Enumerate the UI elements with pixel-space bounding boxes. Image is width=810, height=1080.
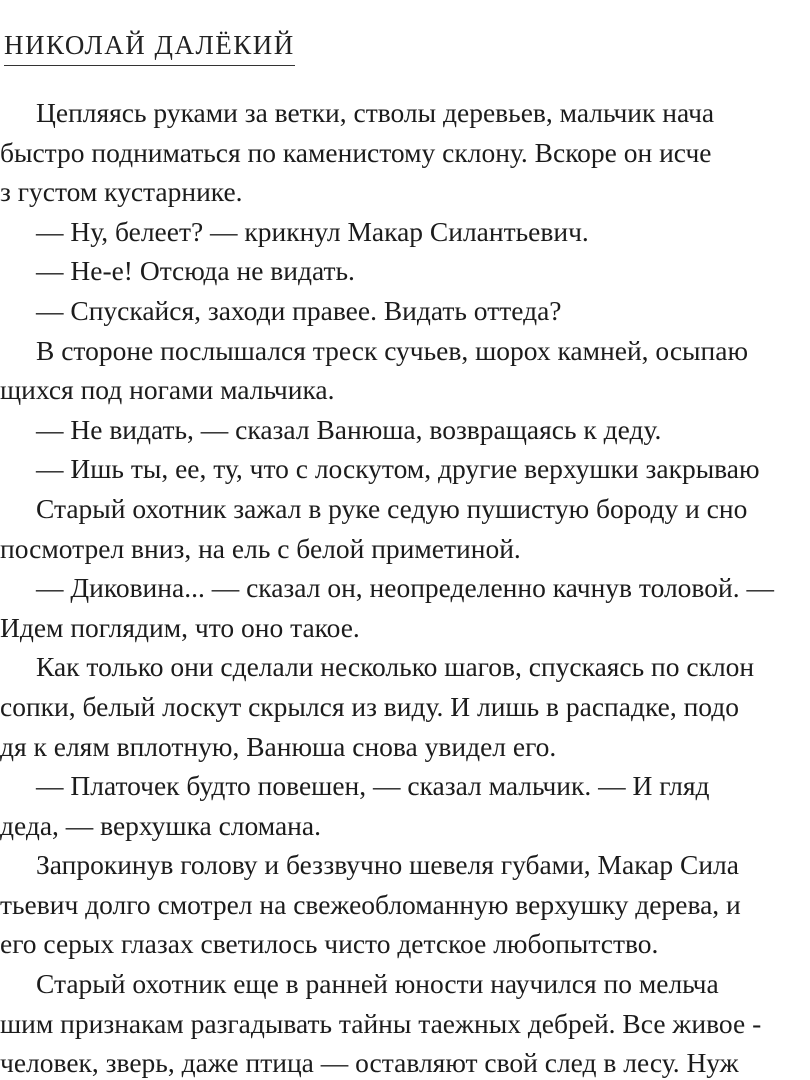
text-line: Запрокинув голову и беззвучно шевеля губами, Макар Сила	[36, 849, 739, 881]
text-line: Старый охотник зажал в руке седую пушистую бороду и сно	[36, 492, 748, 524]
text-line: Старый охотник еще в ранней юности научился по мельча	[36, 968, 719, 1000]
text-line: посмотрел вниз, на ель с белой приметиной.	[0, 532, 521, 564]
text-line: — Не-е! Отсюда не видать.	[36, 255, 355, 287]
text-line: его серых глазах светилось чисто детское любопытство.	[0, 928, 659, 960]
text-line: — Платочек будто повешен, — сказал мальчик. — И гляд	[36, 770, 710, 802]
text-line: з густом кустарнике.	[0, 176, 243, 208]
text-line: дя к елям вплотную, Ванюша снова увидел его.	[0, 730, 557, 762]
text-line: Идем поглядим, что оно такое.	[0, 611, 360, 643]
text-line: человек, зверь, даже птица — оставляют свой след в лесу. Нуж	[0, 1047, 739, 1079]
running-header-author: НИКОЛАЙ ДАЛЁКИЙ	[4, 30, 295, 66]
text-line: сопки, белый лоскут скрылся из виду. И лишь в распадке, подо	[0, 690, 739, 722]
text-line: — Не видать, — сказал Ванюша, возвращаясь к деду.	[36, 413, 662, 445]
text-line: — Спускайся, заходи правее. Видать оттеда?	[36, 294, 562, 326]
text-line: Как только они сделали несколько шагов, спускаясь по склон	[36, 651, 755, 683]
text-line: — Ишь ты, ее, ту, что с лоскутом, другие верхушки закрываю	[36, 453, 760, 485]
text-line: деда, — верхушка сломана.	[0, 809, 321, 841]
text-line: В стороне послышался треск сучьев, шорох камней, осыпаю	[36, 334, 748, 366]
text-line: — Ну, белеет? — крикнул Макар Силантьевич.	[36, 215, 589, 247]
text-line: щихся под ногами мальчика.	[0, 374, 335, 406]
text-line: тьевич долго смотрел на свежеобломанную верхушку дерева, и	[0, 888, 741, 920]
text-line: быстро подниматься по каменистому склону. Вскоре он исче	[0, 136, 712, 168]
body-text	[0, 93, 810, 1080]
text-line: шим признакам разгадывать тайны таежных дебрей. Все живое -	[0, 1007, 762, 1039]
text-line: Цепляясь руками за ветки, стволы деревьев, мальчик нача	[36, 97, 715, 128]
text-line: — Диковина... — сказал он, неопределенно качнув толовой. —	[36, 572, 774, 604]
